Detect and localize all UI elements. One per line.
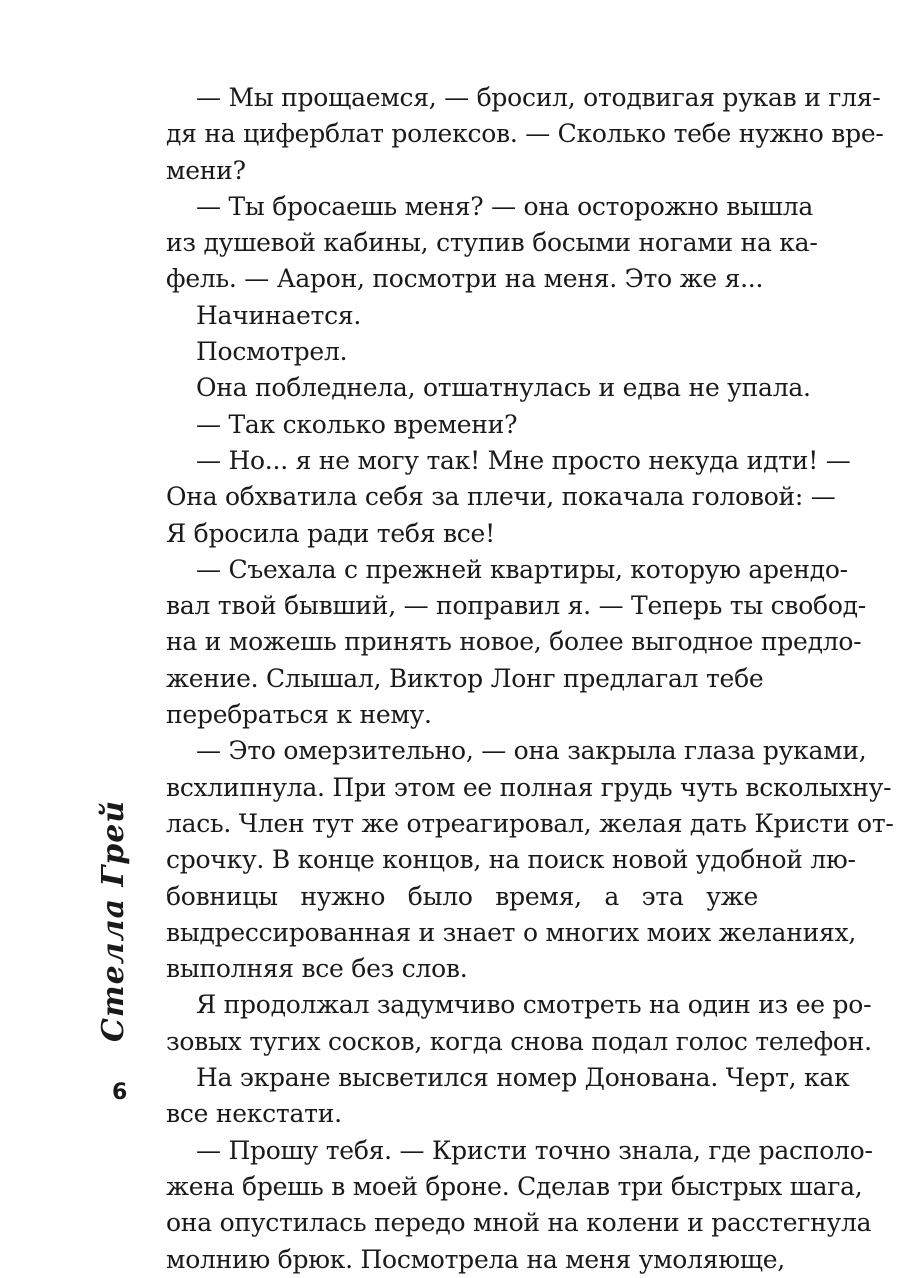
text-line: фель. — Аарон, посмотри на меня. Это же я... [166, 264, 764, 294]
text-line: — Так сколько времени? [196, 409, 518, 439]
page-number: 6 [112, 1080, 128, 1105]
text-line: она опустилась передо мной на колени и расстегнула [166, 1208, 872, 1238]
text-line: жена брешь в моей броне. Сделав три быстрых шага, [166, 1171, 863, 1201]
text-line: — Прошу тебя. — Кристи точно знала, где располо- [196, 1135, 873, 1165]
text-line: срочку. В конце концов, на поиск новой удобной лю- [166, 845, 856, 875]
text-line: из душевой кабины, ступив босыми ногами на ка- [166, 228, 818, 258]
text-line: выдрессированная и знает о многих моих желаниях, [166, 917, 857, 947]
text-line: Она обхватила себя за плечи, покачала головой: — [166, 482, 836, 512]
text-line: бовницы нужно было время, а эта уже [166, 881, 758, 911]
text-line: дя на циферблат ролексов. — Сколько тебе нужно вре- [166, 119, 884, 149]
running-head-author: Стелла Грей [96, 799, 131, 1042]
text-line: зовых тугих сосков, когда снова подал голос телефон. [166, 1026, 872, 1056]
text-line: всхлипнула. При этом ее полная грудь чуть всколыхну- [166, 772, 892, 802]
text-line: — Съехала с прежней квартиры, которую арендо- [196, 554, 848, 584]
text-line: — Это омерзительно, — она закрыла глаза руками, [196, 736, 867, 766]
text-line: лась. Член тут же отреагировал, желая дать Кристи от- [166, 808, 894, 838]
text-line: На экране высветился номер Донована. Черт, как [196, 1063, 850, 1093]
text-line: — Ты бросаешь меня? — она осторожно вышла [196, 191, 814, 221]
text-line: Она побледнела, отшатнулась и едва не упала. [196, 373, 811, 403]
text-line: вал твой бывший, — поправил я. — Теперь ты свобод- [166, 591, 866, 621]
text-line: Начинается. [196, 300, 362, 330]
text-line: на и можешь принять новое, более выгодное предло- [166, 627, 862, 657]
body-text [166, 80, 894, 1278]
text-line: Я бросила ради тебя все! [166, 518, 495, 548]
text-line: мени? [166, 155, 246, 185]
text-line: — Но... я не могу так! Мне просто некуда идти! — [196, 445, 851, 475]
text-line: — Мы прощаемся, — бросил, отодвигая рукав и гля- [196, 83, 881, 112]
text-line: выполняя все без слов. [166, 954, 468, 984]
text-line: Посмотрел. [196, 337, 348, 367]
text-line: молнию брюк. Посмотрела на меня умоляюще, [166, 1244, 785, 1274]
text-line: Я продолжал задумчиво смотреть на один из ее ро- [196, 990, 872, 1020]
text-line: перебраться к нему. [166, 700, 432, 730]
text-line: жение. Слышал, Виктор Лонг предлагал тебе [166, 663, 764, 693]
text-line: все некстати. [166, 1099, 342, 1129]
